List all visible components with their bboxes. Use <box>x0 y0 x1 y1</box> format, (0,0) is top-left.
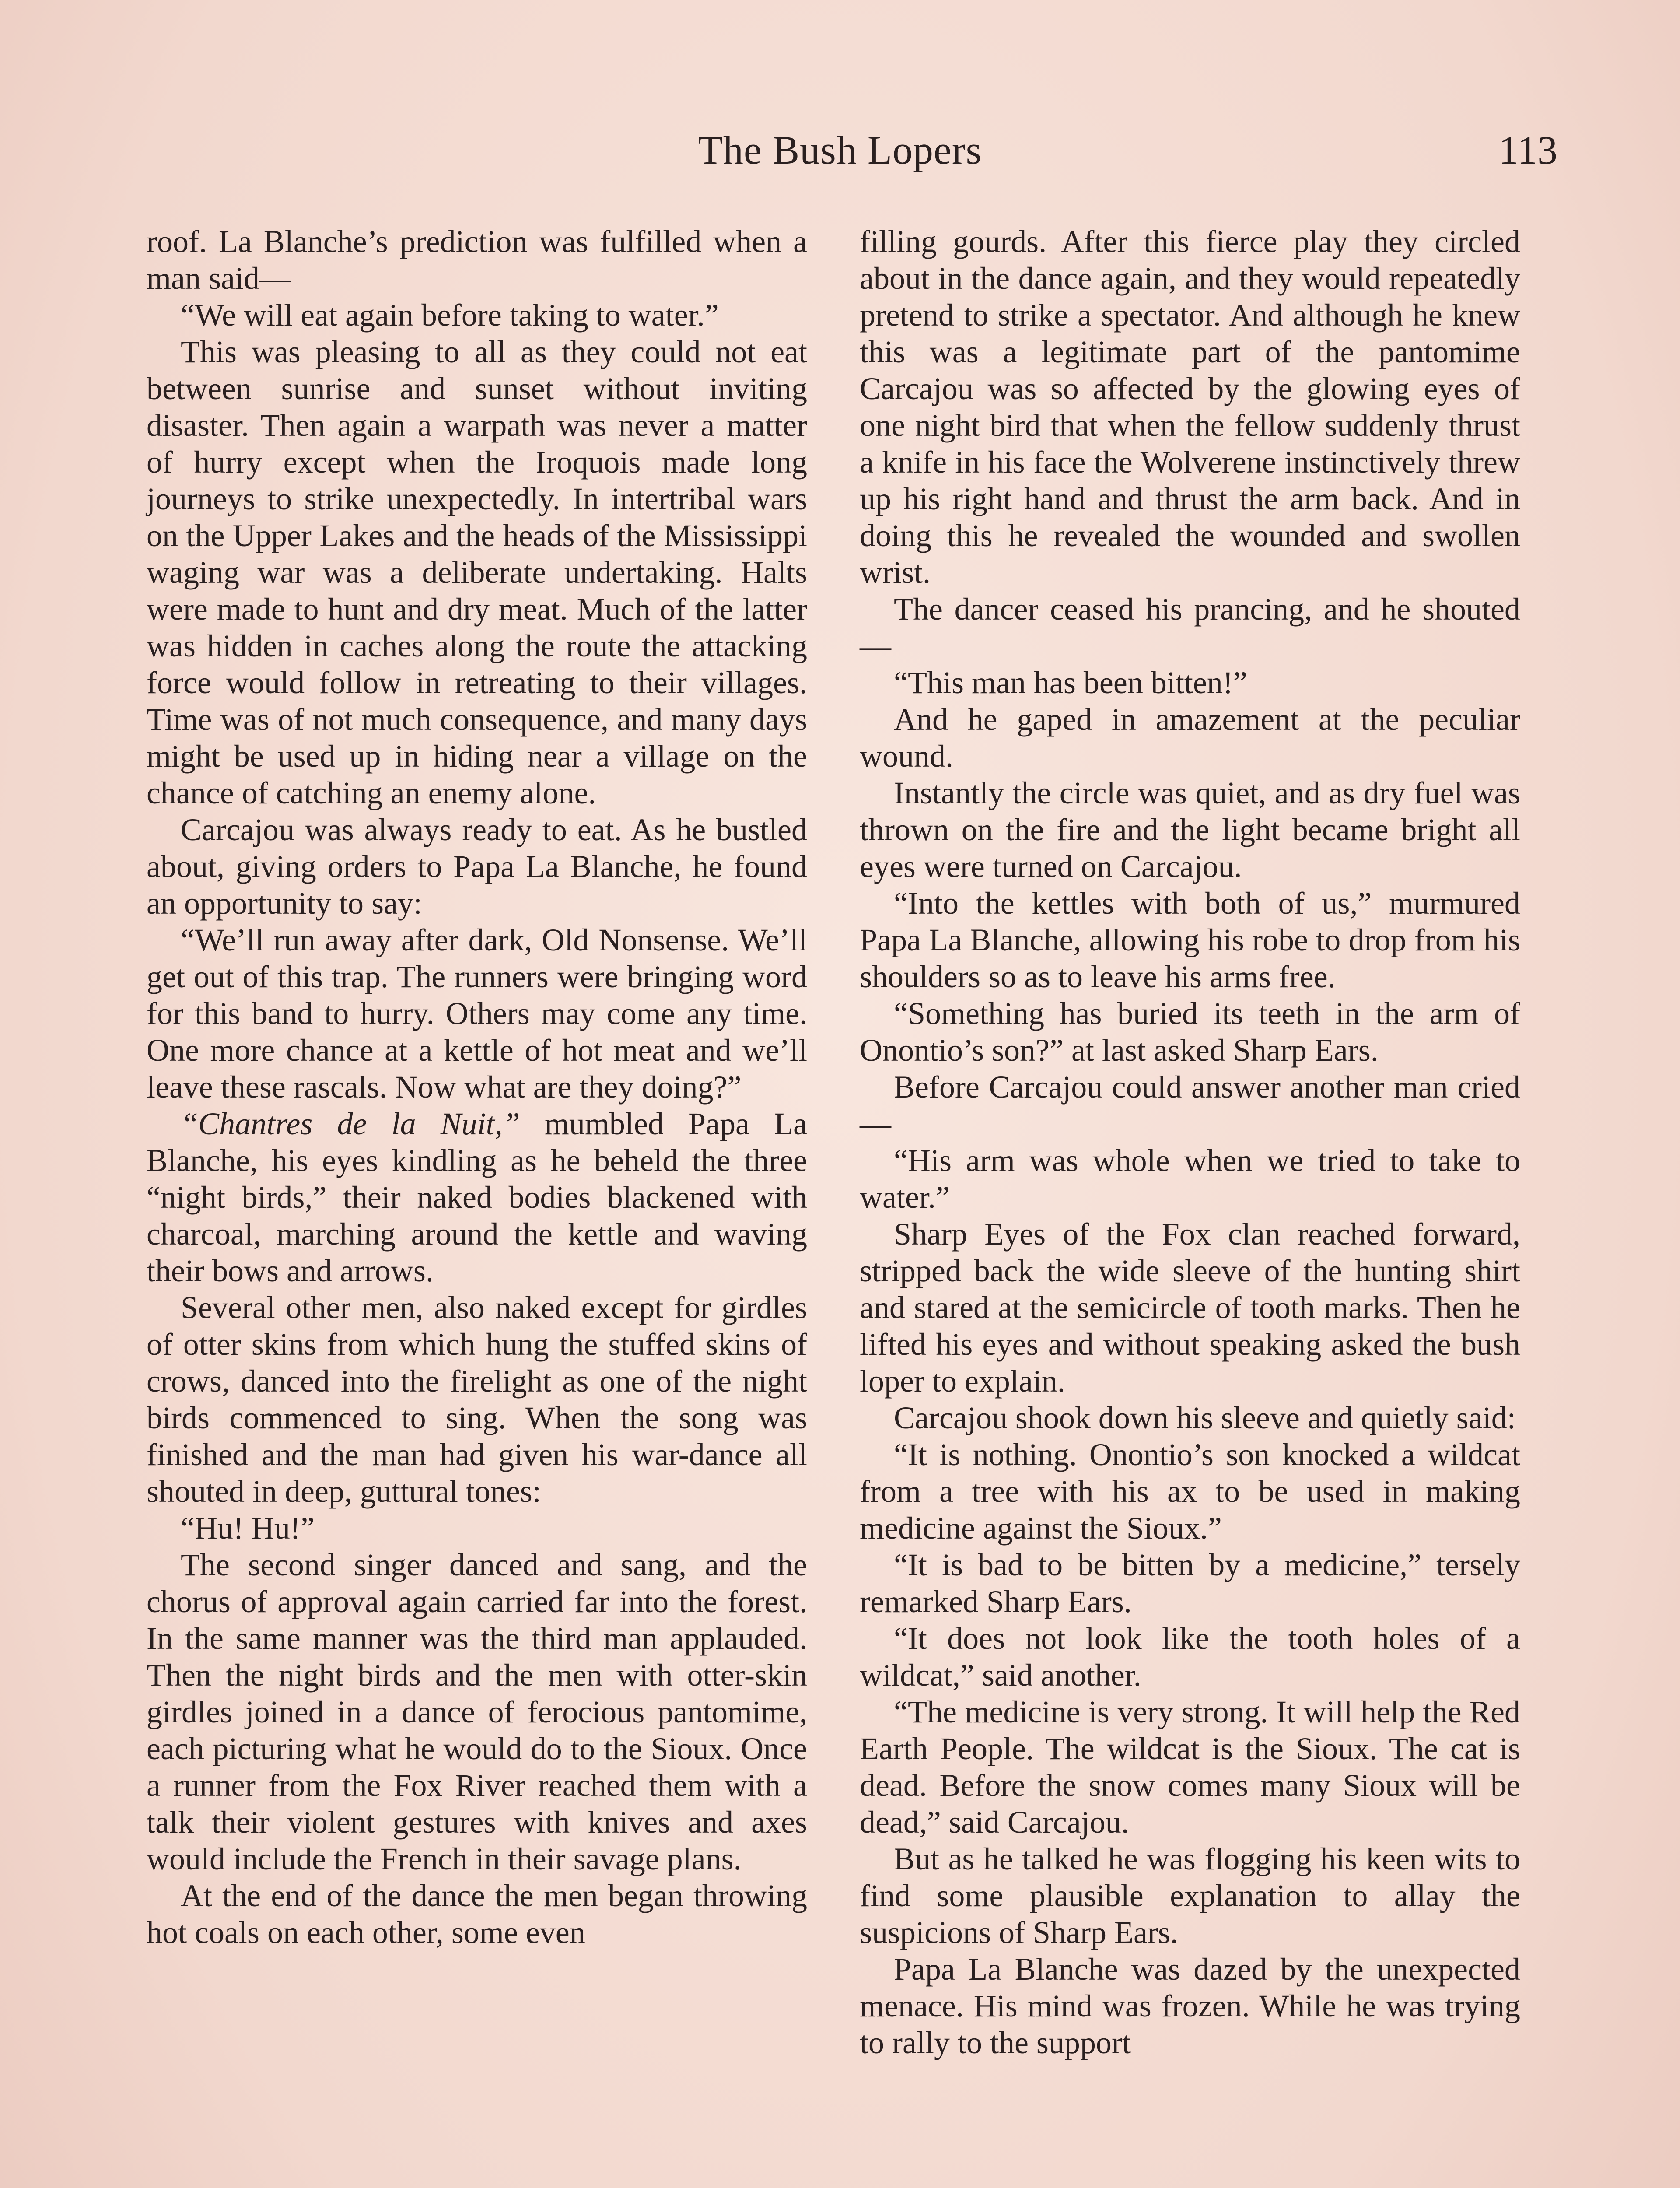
left-text-column <box>147 223 807 1951</box>
page-number: 113 <box>1498 128 1558 172</box>
paragraph: “We’ll run away after dark, Old Nonsense. We’ll get out of this trap. The runners were bringing word for this band to hurry. Others may come any time. One more chance at a kettle of hot meat and we’ll leave these rascals. Now what are they doing?” <box>147 922 807 1105</box>
paragraph: “The medicine is very strong. It will help the Red Earth People. The wildcat is the Sioux. The cat is dead. Before the snow comes many Sioux will be dead,” said Carcajou. <box>860 1694 1520 1840</box>
running-head-title: The Bush Lopers <box>698 128 982 172</box>
paragraph-text: mumbled Papa La Blanche, his eyes kindling as he beheld the three “night birds,” their naked bodies blackened with charcoal, marching around the kettle and waving their bows and arrows. <box>147 1106 807 1288</box>
paragraph: But as he talked he was flogging his keen wits to find some plausible explanation to allay the suspicions of Sharp Ears. <box>860 1841 1520 1950</box>
paragraph: The dancer ceased his prancing, and he shouted— <box>860 592 1520 663</box>
paragraph: “Something has buried its teeth in the arm of Onontio’s son?” at last asked Sharp Ears. <box>860 996 1520 1068</box>
paragraph: Several other men, also naked except for girdles of otter skins from which hung the stuffed skins of crows, danced into the firelight as one of the night birds commenced to sing. When the song was finished and the man had given his war-dance all shouted in deep, guttural tones: <box>147 1290 807 1509</box>
paragraph: “Hu! Hu!” <box>181 1511 315 1546</box>
right-text-column <box>860 223 1520 2061</box>
paragraph: roof. La Blanche’s prediction was fulfilled when a man said— <box>147 224 807 296</box>
paragraph: filling gourds. After this fierce play they circled about in the dance again, and they would repeatedly pretend to strike a spectator. And although he knew this was a legitimate part of the pantomime Carcajou was so affected by the glowing eyes of one night bird that when the fellow suddenly thrust a knife in his face the Wolverene instinctively threw up his right hand and thrust the arm back. And in doing this he revealed the wounded and swollen wrist. <box>860 224 1520 590</box>
paragraph: Carcajou shook down his sleeve and quietly said: <box>894 1400 1516 1435</box>
paragraph: Carcajou was always ready to eat. As he bustled about, giving orders to Papa La Blanche, he found an opportunity to say: <box>147 812 807 921</box>
paragraph: Sharp Eyes of the Fox clan reached forward, stripped back the wide sleeve of the hunting shirt and stared at the semicircle of tooth marks. Then he lifted his eyes and without speaking asked the bush loper to explain. <box>860 1217 1520 1399</box>
paragraph: “It is nothing. Onontio’s son knocked a wildcat from a tree with his ax to be used in making medicine against the Sioux.” <box>860 1437 1520 1546</box>
paragraph: This was pleasing to all as they could not eat between sunrise and sunset without inviting disaster. Then again a warpath was never a matter of hurry except when the Iroquois made long journeys to strike unexpectedly. In intertribal wars on the Upper Lakes and the heads of the Mississippi waging war was a deliberate undertaking. Halts were made to hunt and dry meat. Much of the latter was hidden in caches along the route the attacking force would follow in retreating to their villages. Time was of not much consequence, and many days might be used up in hiding near a village on the chance of catching an enemy alone. <box>147 334 807 810</box>
paragraph: “It is bad to be bitten by a medicine,” tersely remarked Sharp Ears. <box>860 1547 1520 1619</box>
paragraph: At the end of the dance the men began throwing hot coals on each other, some even <box>147 1878 807 1950</box>
paragraph: “It does not look like the tooth holes of a wildcat,” said another. <box>860 1621 1520 1693</box>
paragraph: Instantly the circle was quiet, and as dry fuel was thrown on the fire and the light became bright all eyes were turned on Carcajou. <box>860 775 1520 884</box>
paragraph: “This man has been bitten!” <box>894 665 1247 700</box>
paragraph: “Into the kettles with both of us,” murmured Papa La Blanche, allowing his robe to drop from his shoulders so as to leave his arms free. <box>860 886 1520 994</box>
italic-phrase: “Chantres de la Nuit,” <box>181 1106 520 1141</box>
paragraph: “We will eat again before taking to water.” <box>181 298 719 333</box>
paragraph: Papa La Blanche was dazed by the unexpected menace. His mind was frozen. While he was trying to rally to the support <box>860 1952 1520 2060</box>
paragraph: “His arm was whole when we tried to take to water.” <box>860 1143 1520 1215</box>
paragraph: And he gaped in amazement at the peculiar wound. <box>860 702 1520 774</box>
paragraph: Before Carcajou could answer another man cried— <box>860 1069 1520 1141</box>
paragraph: The second singer danced and sang, and the chorus of approval again carried far into the forest. In the same manner was the third man applauded. Then the night birds and the men with otter-skin girdles joined in a dance of ferocious pantomime, each picturing what he would do to the Sioux. Once a runner from the Fox River reached them with a talk their violent gestures with knives and axes would include the French in their savage plans. <box>147 1547 807 1876</box>
paragraph <box>147 1105 807 1289</box>
